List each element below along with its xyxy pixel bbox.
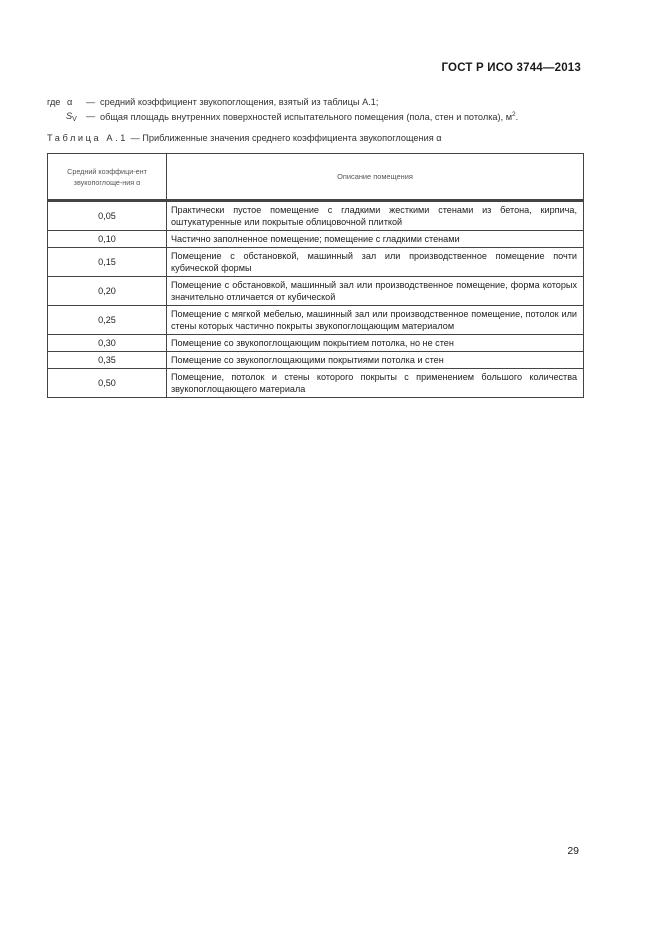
table-body <box>48 200 584 398</box>
symbol-definitions <box>47 97 587 125</box>
table-row <box>48 351 584 368</box>
room-description: Частично заполненное помещение; помещение с гладкими стенами <box>167 230 584 247</box>
header-coefficient: Средний коэффици-ент звукопоглоще-ния α <box>48 154 167 200</box>
header-description: Описание помещения <box>167 154 584 200</box>
table-caption <box>47 133 442 143</box>
table-caption-text: — Приближенные значения среднего коэффициента звукопоглощения α <box>127 133 442 143</box>
coefficient-value: 0,05 <box>48 201 167 230</box>
room-description: Практически пустое помещение с гладкими жесткими стенами из бетона, кирпича, оштукатуренные или покрытые облицовочной плиткой <box>167 201 584 230</box>
coefficient-value: 0,20 <box>48 276 167 305</box>
definition-text: общая площадь внутренних поверхностей испытательного помещения (пола, стен и потолка), $м^2$. <box>100 111 519 122</box>
definition-dash: — <box>86 97 96 107</box>
coefficient-value: 0,30 <box>48 334 167 351</box>
definition-lead: где <box>47 97 61 107</box>
table-row <box>48 247 584 276</box>
definition-dash: — <box>86 111 96 121</box>
definition-alpha <box>47 97 587 111</box>
table-row <box>48 230 584 247</box>
definition-symbol: $S_V$ <box>66 111 77 123</box>
room-description: Помещение с обстановкой, машинный зал или производственное помещение почти кубической формы <box>167 247 584 276</box>
table-row <box>48 368 584 397</box>
coefficient-value: 0,15 <box>48 247 167 276</box>
absorption-table <box>47 153 584 398</box>
standard-code: ГОСТ Р ИСО 3744—2013 <box>441 62 581 74</box>
table-row <box>48 334 584 351</box>
room-description: Помещение с мягкой мебелью, машинный зал или производственное помещение, потолок или стены которых частично покрыты звукопоглощающим материалом <box>167 305 584 334</box>
definition-symbol: α <box>67 97 73 107</box>
coefficient-value: 0,25 <box>48 305 167 334</box>
room-description: Помещение, потолок и стены которого покрыты с применением большого количества звукопоглощающего материала <box>167 368 584 397</box>
room-description: Помещение со звукопоглощающими покрытиями потолка и стен <box>167 351 584 368</box>
table-row <box>48 305 584 334</box>
table-row <box>48 276 584 305</box>
room-description: Помещение с обстановкой, машинный зал или производственное помещение, форма которых значительно отличается от кубической <box>167 276 584 305</box>
coefficient-value: 0,35 <box>48 351 167 368</box>
coefficient-value: 0,50 <box>48 368 167 397</box>
table-caption-label: Таблица А.1 <box>47 133 128 143</box>
room-description: Помещение со звукопоглощающим покрытием потолка, но не стен <box>167 334 584 351</box>
page-number: 29 <box>567 845 579 857</box>
definition-sv <box>47 111 587 125</box>
definition-text: средний коэффициент звукопоглощения, взятый из таблицы А.1; <box>100 97 379 107</box>
table-row <box>48 201 584 230</box>
coefficient-value: 0,10 <box>48 230 167 247</box>
